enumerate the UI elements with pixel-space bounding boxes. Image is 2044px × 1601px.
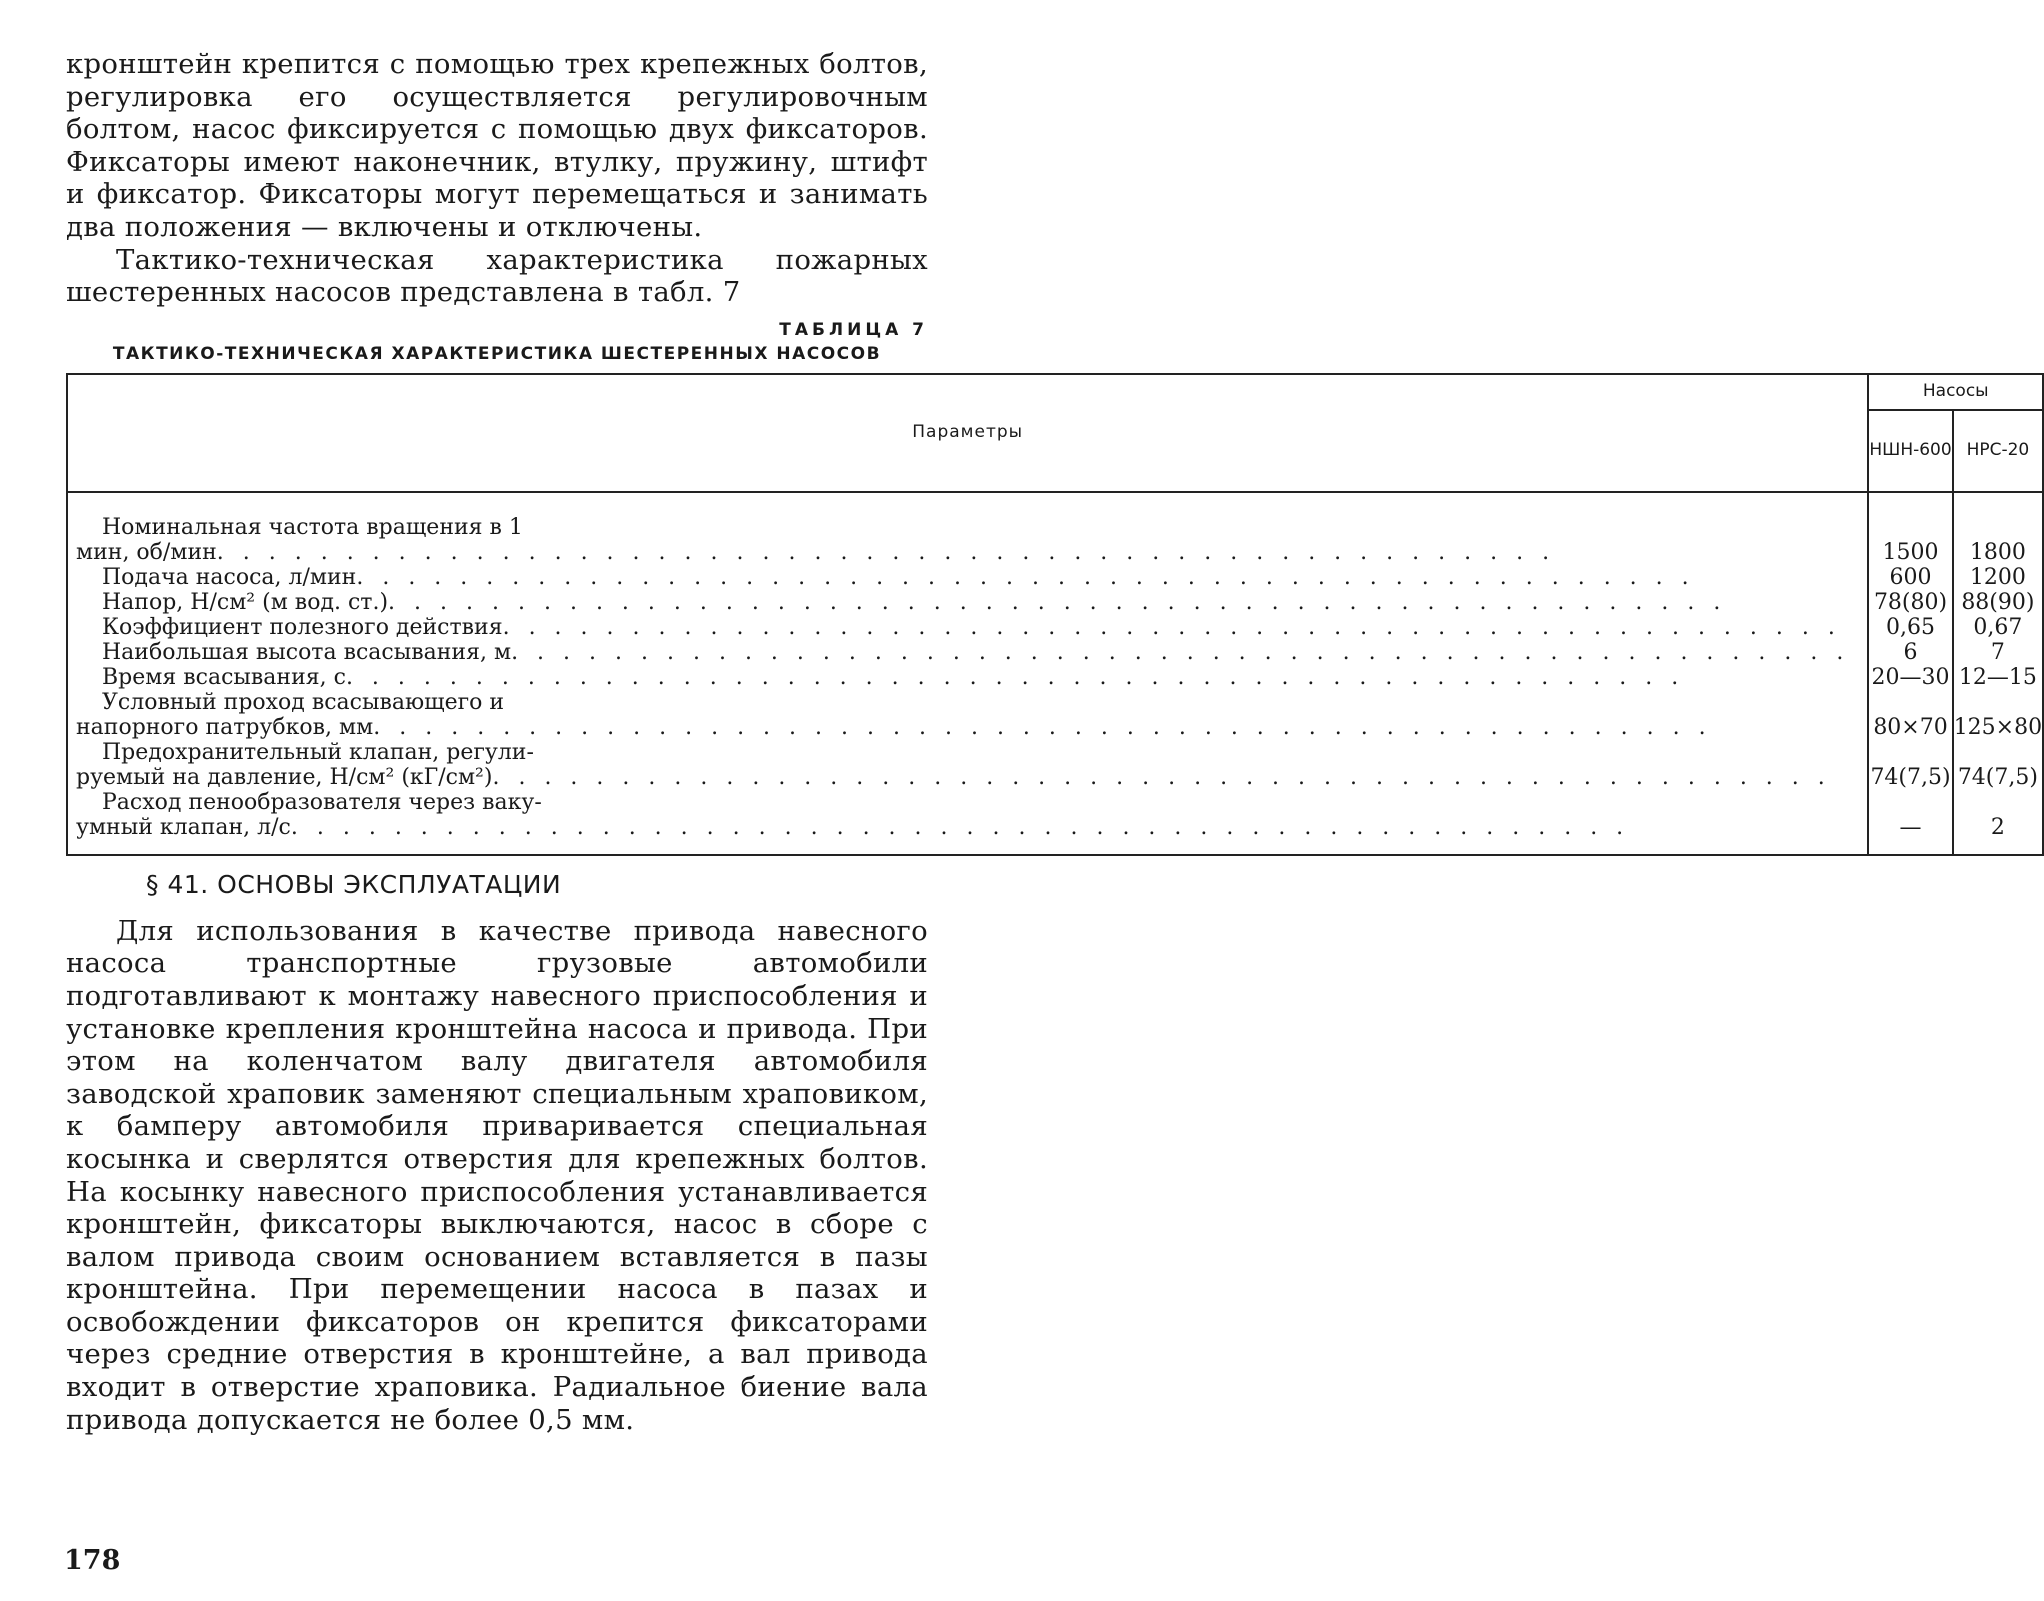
value-nshn-600 xyxy=(1868,640,1952,665)
table-row xyxy=(67,590,2043,615)
cell-value: 80×70 xyxy=(1873,714,1948,740)
cell-value: 0,67 xyxy=(1973,614,2023,640)
param-cell xyxy=(67,640,1868,665)
value-nshn-600 xyxy=(1868,690,1952,740)
table-row xyxy=(67,665,2043,690)
cell-value: 0,65 xyxy=(1886,614,1936,640)
param-label: Расход пенообразователя через ваку- xyxy=(102,789,542,815)
param-label: умный клапан, л/с xyxy=(76,814,291,840)
cell-value: 74(7,5) xyxy=(1957,764,2038,790)
value-nshn-600 xyxy=(1868,740,1952,790)
dot-leader xyxy=(492,765,1849,790)
value-nshn-600 xyxy=(1868,615,1952,640)
dot-leader xyxy=(373,715,1849,740)
param-label: руемый на давление, Н/см² (кГ/см²) xyxy=(76,764,493,790)
param-header: Параметры xyxy=(67,374,1868,492)
cell-value: — xyxy=(1899,814,1922,840)
value-nrs-20 xyxy=(1953,515,2043,565)
value-nshn-600 xyxy=(1868,590,1952,615)
specs-table xyxy=(66,373,2044,856)
dot-leader xyxy=(291,815,1849,840)
param-cell xyxy=(67,740,1868,790)
cell-value: 6 xyxy=(1903,639,1918,665)
cell-value: 20—30 xyxy=(1871,664,1950,690)
page-content xyxy=(66,48,2043,1436)
cell-value: 74(7,5) xyxy=(1870,764,1951,790)
dot-leader xyxy=(217,540,1850,565)
value-nrs-20 xyxy=(1953,665,2043,690)
param-label: Коэффициент полезного действия xyxy=(102,614,503,640)
table-row xyxy=(67,615,2043,640)
param-cell xyxy=(67,590,1868,615)
param-cell xyxy=(67,615,1868,640)
dot-leader xyxy=(388,590,1849,615)
value-nrs-20 xyxy=(1953,640,2043,665)
param-cell xyxy=(67,690,1868,740)
dot-leader xyxy=(503,615,1850,640)
value-nrs-20 xyxy=(1953,740,2043,790)
page-number: 178 xyxy=(64,1545,121,1576)
cell-value: 1200 xyxy=(1969,564,2026,590)
table-row xyxy=(67,790,2043,840)
cell-value: 88(90) xyxy=(1961,589,2035,615)
value-nrs-20 xyxy=(1953,790,2043,840)
cell-value: 1500 xyxy=(1882,539,1939,565)
param-label: Подача насоса, л/мин xyxy=(102,564,357,590)
body-paragraph: Для использования в качестве привода навесного насоса транспортные грузовые автомобили подготавливают к монтажу навесного приспособления и установке крепления кронштейна насоса и привода. При этом на коленчатом валу двигателя автомобиля заводской храповик заменяют специальным храповиком, к бамперу автомобиля приваривается специальная косынка и сверлятся отверстия для крепежных болтов. На косынку навесного приспособления устанавливается кронштейн, фиксаторы выключаются, насос в сборе с валом привода своим основанием вставляется в пазы кронштейна. При перемещении насоса в пазах и освобождении фиксаторов он крепится фиксаторами через средние отверстия в кронштейне, а вал привода входит в отверстие храповика. Радиальное биение вала привода допускается не более 0,5 мм. xyxy=(66,914,928,1436)
param-cell xyxy=(67,565,1868,590)
table-number: ТАБЛИЦА 7 xyxy=(779,319,928,340)
value-nshn-600 xyxy=(1868,565,1952,590)
param-cell xyxy=(67,515,1868,565)
param-label: Напор, Н/см² (м вод. ст.) xyxy=(102,589,389,615)
cell-value: 12—15 xyxy=(1958,664,2037,690)
value-nshn-600 xyxy=(1868,665,1952,690)
cell-value: 2 xyxy=(1990,814,2005,840)
group-header: Насосы xyxy=(1868,374,2043,410)
param-label: мин, об/мин xyxy=(76,539,217,565)
param-label: Номинальная частота вращения в 1 xyxy=(102,514,523,540)
param-cell xyxy=(67,665,1868,690)
cell-value: 125×80 xyxy=(1953,714,2043,740)
value-nrs-20 xyxy=(1953,615,2043,640)
column-header-nrs-20: НРС-20 xyxy=(1953,410,2043,492)
cell-value: 1800 xyxy=(1969,539,2026,565)
column-header-nshn-600: НШН-600 xyxy=(1868,410,1952,492)
table-row xyxy=(67,740,2043,790)
param-label: Время всасывания, с xyxy=(102,664,346,690)
cell-value: 600 xyxy=(1889,564,1932,590)
param-label: Наибольшая высота всасывания, м xyxy=(102,639,512,665)
param-cell xyxy=(67,790,1868,840)
table-row xyxy=(67,690,2043,740)
dot-leader xyxy=(356,565,1849,590)
cell-value: 7 xyxy=(1990,639,2005,665)
param-label: напорного патрубков, мм xyxy=(76,714,374,740)
value-nrs-20 xyxy=(1953,590,2043,615)
table-row xyxy=(67,515,2043,565)
top-paragraph: кронштейн крепится с помощью трех крепежных болтов, регулировка его осуществляется регулировочным болтом, насос фиксируется с помощью двух фиксаторов. Фиксаторы имеют наконечник, втулку, пружину, штифт и фиксатор. Фиксаторы могут перемещаться и занимать два положения — включены и отключены. xyxy=(66,48,928,243)
table-row xyxy=(67,565,2043,590)
dot-leader xyxy=(511,640,1849,665)
value-nrs-20 xyxy=(1953,565,2043,590)
dot-leader xyxy=(346,665,1849,690)
value-nrs-20 xyxy=(1953,690,2043,740)
table-title: ТАКТИКО-ТЕХНИЧЕСКАЯ ХАРАКТЕРИСТИКА ШЕСТЕРЕННЫХ НАСОСОВ xyxy=(112,343,882,364)
intro-paragraph: Тактико-техническая характеристика пожарных шестеренных насосов представлена в табл. 7 xyxy=(66,243,928,309)
cell-value: 78(80) xyxy=(1873,589,1948,615)
section-heading: § 41. ОСНОВЫ ЭКСПЛУАТАЦИИ xyxy=(146,869,562,899)
value-nshn-600 xyxy=(1868,790,1952,840)
table-row xyxy=(67,640,2043,665)
param-label: Условный проход всасывающего и xyxy=(102,689,505,715)
param-label: Предохранительный клапан, регули- xyxy=(102,739,534,765)
value-nshn-600 xyxy=(1868,515,1952,565)
